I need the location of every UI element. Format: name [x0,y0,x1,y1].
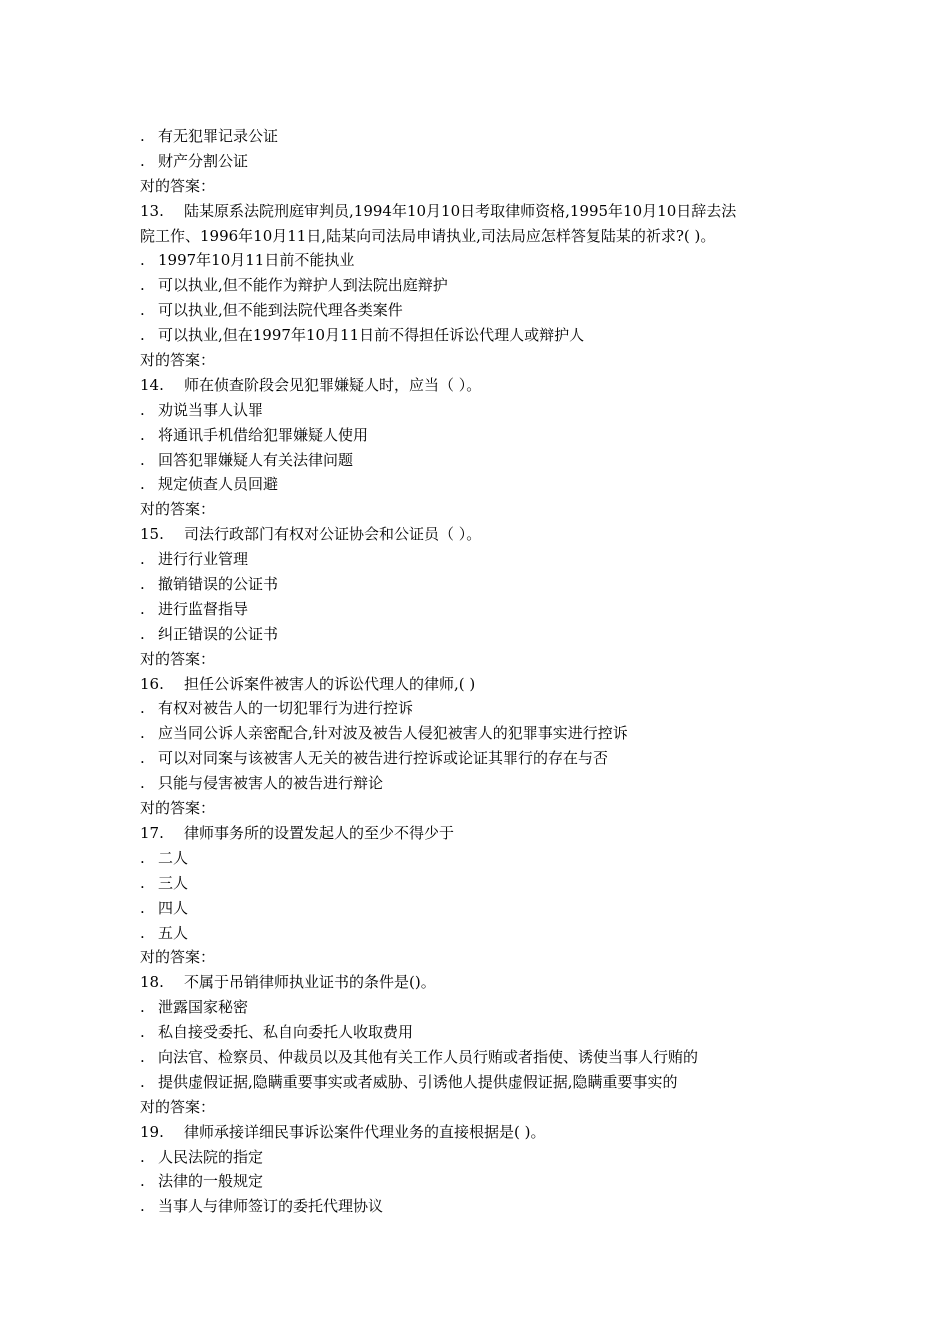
option-text: 当事人与律师签订的委托代理协议 [158,1197,384,1216]
option-line [140,124,820,149]
question-text: 担任公诉案件被害人的诉讼代理人的律师,( ) [184,674,476,693]
option-line [140,572,820,597]
question-text: 不属于吊销律师执业证书的条件是()。 [184,973,436,992]
option-text: 进行监督指导 [158,599,249,618]
option-dot: . [140,873,145,892]
option-dot: . [140,774,145,793]
answer-label: 对的答案： [140,948,216,967]
option-text: 只能与侵害被害人的被告进行辩论 [158,774,384,793]
question-stem-continued: 院工作、1996年10月11日,陆某向司法局申请执业,司法局应怎样答复陆某的祈求?( )。 [140,226,716,245]
option-dot: . [140,326,145,345]
option-line [140,622,820,647]
option-text: 可以执业,但不能作为辩护人到法院出庭辩护 [158,276,448,295]
option-text: 撤销错误的公证书 [158,575,279,594]
option-line [140,398,820,423]
option-dot: . [140,1072,145,1091]
option-dot: . [140,1047,145,1066]
option-line [140,448,820,473]
question-stem [140,199,820,224]
option-dot: . [140,848,145,867]
question-number: 15. [140,525,164,544]
option-dot: . [140,475,145,494]
question-stem [140,672,820,697]
question-text: 司法行政部门有权对公证协会和公证员（ ）。 [184,525,482,544]
option-text: 可以执业,但不能到法院代理各类案件 [158,301,403,320]
option-line [140,871,820,896]
option-text: 规定侦查人员回避 [158,475,279,494]
option-dot: . [140,724,145,743]
option-dot: . [140,425,145,444]
question-number: 18. [140,973,164,992]
option-dot: . [140,1147,145,1166]
option-text: 二人 [158,848,189,867]
option-line [140,273,820,298]
option-line [140,1020,820,1045]
option-text: 财产分割公证 [158,151,249,170]
option-line [140,696,820,721]
option-text: 1997年10月11日前不能执业 [158,251,355,270]
option-line [140,1194,820,1219]
question-number: 19. [140,1122,164,1141]
option-text: 纠正错误的公证书 [158,624,279,643]
question-text: 律师承接详细民事诉讼案件代理业务的直接根据是( )。 [184,1122,546,1141]
question-number: 14. [140,375,164,394]
question-number: 13. [140,201,164,220]
question-stem [140,970,820,995]
answer-label: 对的答案： [140,799,216,818]
answer-label: 对的答案： [140,500,216,519]
option-line [140,1070,820,1095]
option-line [140,248,820,273]
option-line [140,771,820,796]
question-stem [140,821,820,846]
question-stem [140,1120,820,1145]
option-dot: . [140,898,145,917]
option-text: 将通讯手机借给犯罪嫌疑人使用 [158,425,369,444]
question-text: 师在侦查阶段会见犯罪嫌疑人时，应当（ ）。 [184,375,482,394]
option-dot: . [140,151,145,170]
option-line [140,597,820,622]
option-dot: . [140,923,145,942]
option-text: 劝说当事人认罪 [158,400,264,419]
option-line [140,423,820,448]
document-content [140,124,820,1219]
option-line [140,746,820,771]
option-dot: . [140,450,145,469]
option-dot: . [140,301,145,320]
option-text: 法律的一般规定 [158,1172,264,1191]
option-dot: . [140,1197,145,1216]
option-line [140,298,820,323]
option-dot: . [140,251,145,270]
option-line [140,149,820,174]
option-line [140,1169,820,1194]
option-text: 进行行业管理 [158,550,249,569]
option-dot: . [140,749,145,768]
option-text: 私自接受委托、私自向委托人收取费用 [158,1023,414,1042]
option-dot: . [140,599,145,618]
option-text: 五人 [158,923,189,942]
option-line [140,1045,820,1070]
option-text: 有无犯罪记录公证 [158,127,279,145]
option-text: 回答犯罪嫌疑人有关法律问题 [158,450,354,469]
option-line [140,896,820,921]
answer-label: 对的答案： [140,1097,216,1116]
answer-label: 对的答案： [140,351,216,370]
option-text: 人民法院的指定 [158,1147,264,1166]
option-text: 向法官、检察员、仲裁员以及其他有关工作人员行贿或者指使、诱使当事人行贿的 [158,1047,699,1066]
option-text: 三人 [158,873,189,892]
question-text: 律师事务所的设置发起人的至少不得少于 [184,823,455,842]
question-stem [140,373,820,398]
answer-label: 对的答案： [140,649,216,668]
option-dot: . [140,998,145,1017]
option-line [140,721,820,746]
option-line [140,472,820,497]
option-dot: . [140,276,145,295]
option-line [140,995,820,1020]
option-text: 可以执业,但在1997年10月11日前不得担任诉讼代理人或辩护人 [158,326,585,345]
option-line [140,921,820,946]
option-dot: . [140,400,145,419]
option-dot: . [140,127,145,145]
option-dot: . [140,1172,145,1191]
question-number: 17. [140,823,164,842]
answer-label: 对的答案： [140,176,216,195]
option-dot: . [140,699,145,718]
question-stem [140,522,820,547]
option-text: 提供虚假证据,隐瞒重要事实或者威胁、引诱他人提供虚假证据,隐瞒重要事实的 [158,1072,678,1091]
option-text: 有权对被告人的一切犯罪行为进行控诉 [158,699,414,718]
option-text: 泄露国家秘密 [158,998,249,1017]
option-line [140,1145,820,1170]
option-line [140,846,820,871]
option-line [140,547,820,572]
option-text: 四人 [158,898,189,917]
option-dot: . [140,624,145,643]
option-line [140,323,820,348]
option-dot: . [140,1023,145,1042]
option-dot: . [140,575,145,594]
question-number: 16. [140,674,164,693]
option-text: 可以对同案与该被害人无关的被告进行控诉或论证其罪行的存在与否 [158,749,609,768]
option-dot: . [140,550,145,569]
option-text: 应当同公诉人亲密配合,针对波及被告人侵犯被害人的犯罪事实进行控诉 [158,724,628,743]
question-text: 陆某原系法院刑庭审判员,1994年10月10日考取律师资格,1995年10月10日辞去法 [184,201,737,220]
